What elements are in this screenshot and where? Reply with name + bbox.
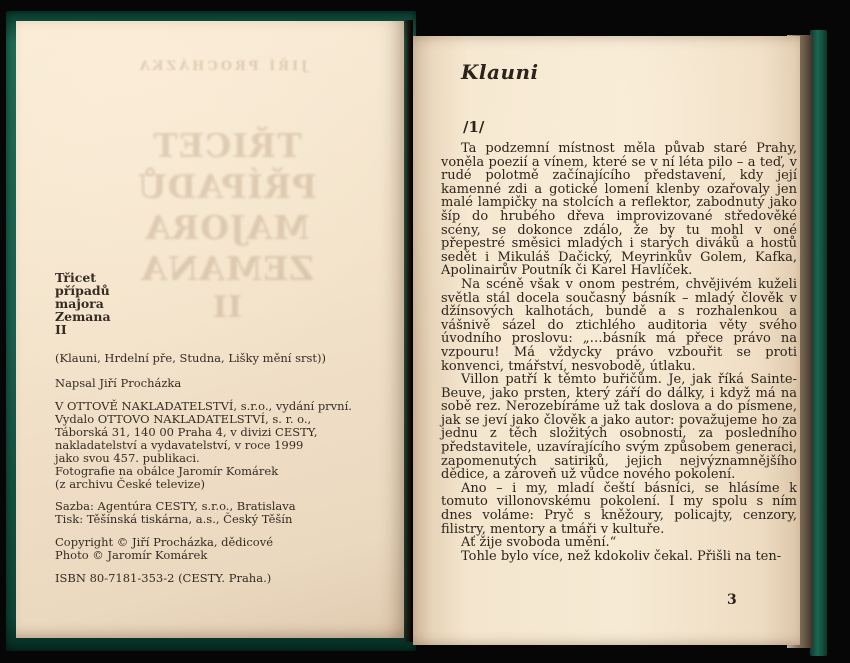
paragraph: Na scéně však v onom pestrém, chvějivém kuželi světla stál docela současný básník – mladý člověk v džínsových kalhotách, bundě a s rozhalenkou a vášnivě sázel do ztichlého auditoria věty svého úvodního proslovu: „…básník má přece právo na vzpouru! Má vždycky právo vzbouřit se proti konvenci, tmářství, nesvobodě, útlaku. [441,276,797,374]
contents-subtitle: (Klauni, Hrdelní pře, Studna, Lišky mění srst)) [55,351,327,365]
ghost-title-line: MAJORA [144,208,310,247]
series-title-line: Zemana [55,309,111,324]
author-credit: Napsal Jiří Procházka [55,376,182,390]
series-title-block [55,271,111,336]
paragraph: Villon patří k těmto buřičům. Je, jak říká Sainte-Beuve, jako prsten, který září do dálky, i když má na sobě rez. Nerozebíráme už tak doslova a do písmene, jak se jeví jako člověk a jako autor: považujeme ho za jednu z těch složitých osobností, za posledního představitele, uzavírajícího svým způsobem generaci, zapomenutých satiriků, jejich nejvýznamnějšího dědice, a zároveň už vůdce nového pokolení. [441,372,797,483]
series-title-line: případů [55,283,110,298]
edition-notice-line: nakladatelství a vydavatelství, v roce 1999 [55,438,304,452]
ghost-author-showthrough: JIŘÍ PROCHÁZKA [136,59,308,74]
series-volume-numeral: II [55,322,67,337]
body-text [441,142,797,563]
chapter-title: Klauni [461,60,539,84]
edition-notice-line: jako svou 457. publikaci. [55,451,200,465]
edition-notice-line: Táborská 31, 140 00 Praha 4, v divizi CESTY, [55,425,318,439]
copyright-line: Copyright © Jiří Procházka, dědicové [55,535,274,549]
edition-notice [55,400,352,491]
production-credits [55,500,296,526]
isbn-line: ISBN 80-7181-353-2 (CESTY. Praha.) [55,571,272,585]
right-page [413,36,800,645]
ghost-volume-numeral: II [211,290,243,325]
section-number: /1/ [463,118,485,136]
book-gutter-shadow [404,20,413,642]
paragraph: Ano – i my, mladí čeští básníci, se hlásíme k tomuto villonovskému pokolení. I my spolu s ním dnes voláme: Pryč s kněžoury, policajty, cenzory, filistry, mentory a tmáři v kultuře. [441,480,797,537]
page-number: 3 [727,592,737,608]
series-title-line: Třicet [55,270,97,285]
series-title-line: majora [55,296,104,311]
ghost-title-line: TŘICET [152,126,302,165]
edition-notice-line: Fotografie na obálce Jaromír Komárek [55,464,279,478]
typesetting-credit: Sazba: Agentúra CESTY, s.r.o., Bratislava [55,499,296,513]
paragraph: Ať žije svoboda umění.“ [461,535,617,551]
left-page [16,21,404,638]
ghost-title-line: PŘÍPADŮ [136,167,318,206]
copyright-block [55,536,273,562]
ghost-title-line: ZEMANA [140,249,314,288]
paragraph: Tohle bylo více, než kdokoliv čekal. Přišli na ten- [461,548,782,564]
edition-notice-line: Vydalo OTTOVO NAKLADATELSTVÍ, s. r. o., [55,412,312,426]
edition-notice-line: (z archivu České televize) [55,477,206,491]
paragraph: Ta podzemní místnost měla půvab staré Prahy, voněla poezií a vínem, které se v ní léta pilo – a teď, v rudé polotmě začínajícího představení, kdy její kamenné zdi a gotické lomení klenby ozařovaly jen malé lampičky na stolcích a reflektor, zabodnutý jako šíp do hrubého dřeva improvizované středověké scény, se dokonce zdálo, že by tu mohl v oné přepestré směsici mladých i starých diváků a hostů sedět i Mikuláš Dačický, Meyrinkův Golem, Kafka, Apolinairův Poutník či Karel Havlíček. [441,141,797,279]
ghost-title-showthrough [102,125,352,327]
photo-copyright-line: Photo © Jaromír Komárek [55,548,208,562]
edition-notice-line: V OTTOVĚ NAKLADATELSTVÍ, s.r.o., vydání první. [55,399,352,413]
printing-credit: Tisk: Těšínská tiskárna, a.s., Český Těšín [55,512,293,526]
